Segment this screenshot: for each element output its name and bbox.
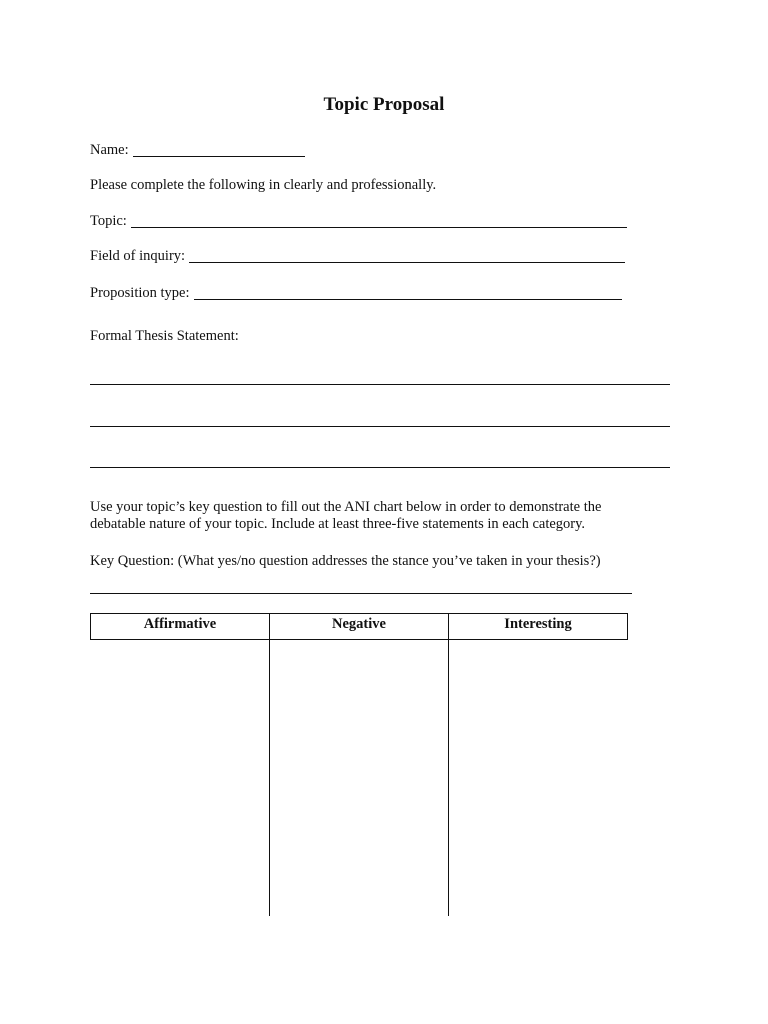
name-label: Name: [90,142,129,158]
thesis-line-3[interactable] [90,467,670,468]
topic-row [90,213,627,230]
column-divider-1 [269,640,270,916]
proposition-label: Proposition type: [90,285,190,301]
key-question-line[interactable] [90,593,632,594]
column-header-negative: Negative [269,614,448,639]
column-header-interesting: Interesting [448,614,627,639]
topic-label: Topic: [90,213,127,229]
thesis-line-2[interactable] [90,426,670,427]
proposition-blank[interactable] [194,285,622,300]
thesis-line-1[interactable] [90,384,670,385]
column-header-affirmative: Affirmative [143,616,217,632]
topic-blank[interactable] [131,213,627,228]
page-title: Topic Proposal [323,94,445,115]
ani-instruction: Use your topic’s key question to fill out the ANI chart below in order to demonstrate the debatable nature of your topic. Include at least three-five statements in each category. [90,499,602,532]
field-blank[interactable] [189,248,625,263]
key-question-text: Key Question: (What yes/no question addresses the stance you’ve taken in your thesis?) [90,553,601,569]
column-divider-2 [448,640,449,916]
name-row [90,142,305,159]
instruction-text: Please complete the following in clearly and professionally. [90,177,437,193]
ani-chart-header [90,613,628,640]
thesis-label: Formal Thesis Statement: [90,328,239,344]
name-blank[interactable] [133,142,305,157]
proposition-row [90,285,622,302]
field-label: Field of inquiry: [90,248,186,264]
field-row [90,248,625,265]
